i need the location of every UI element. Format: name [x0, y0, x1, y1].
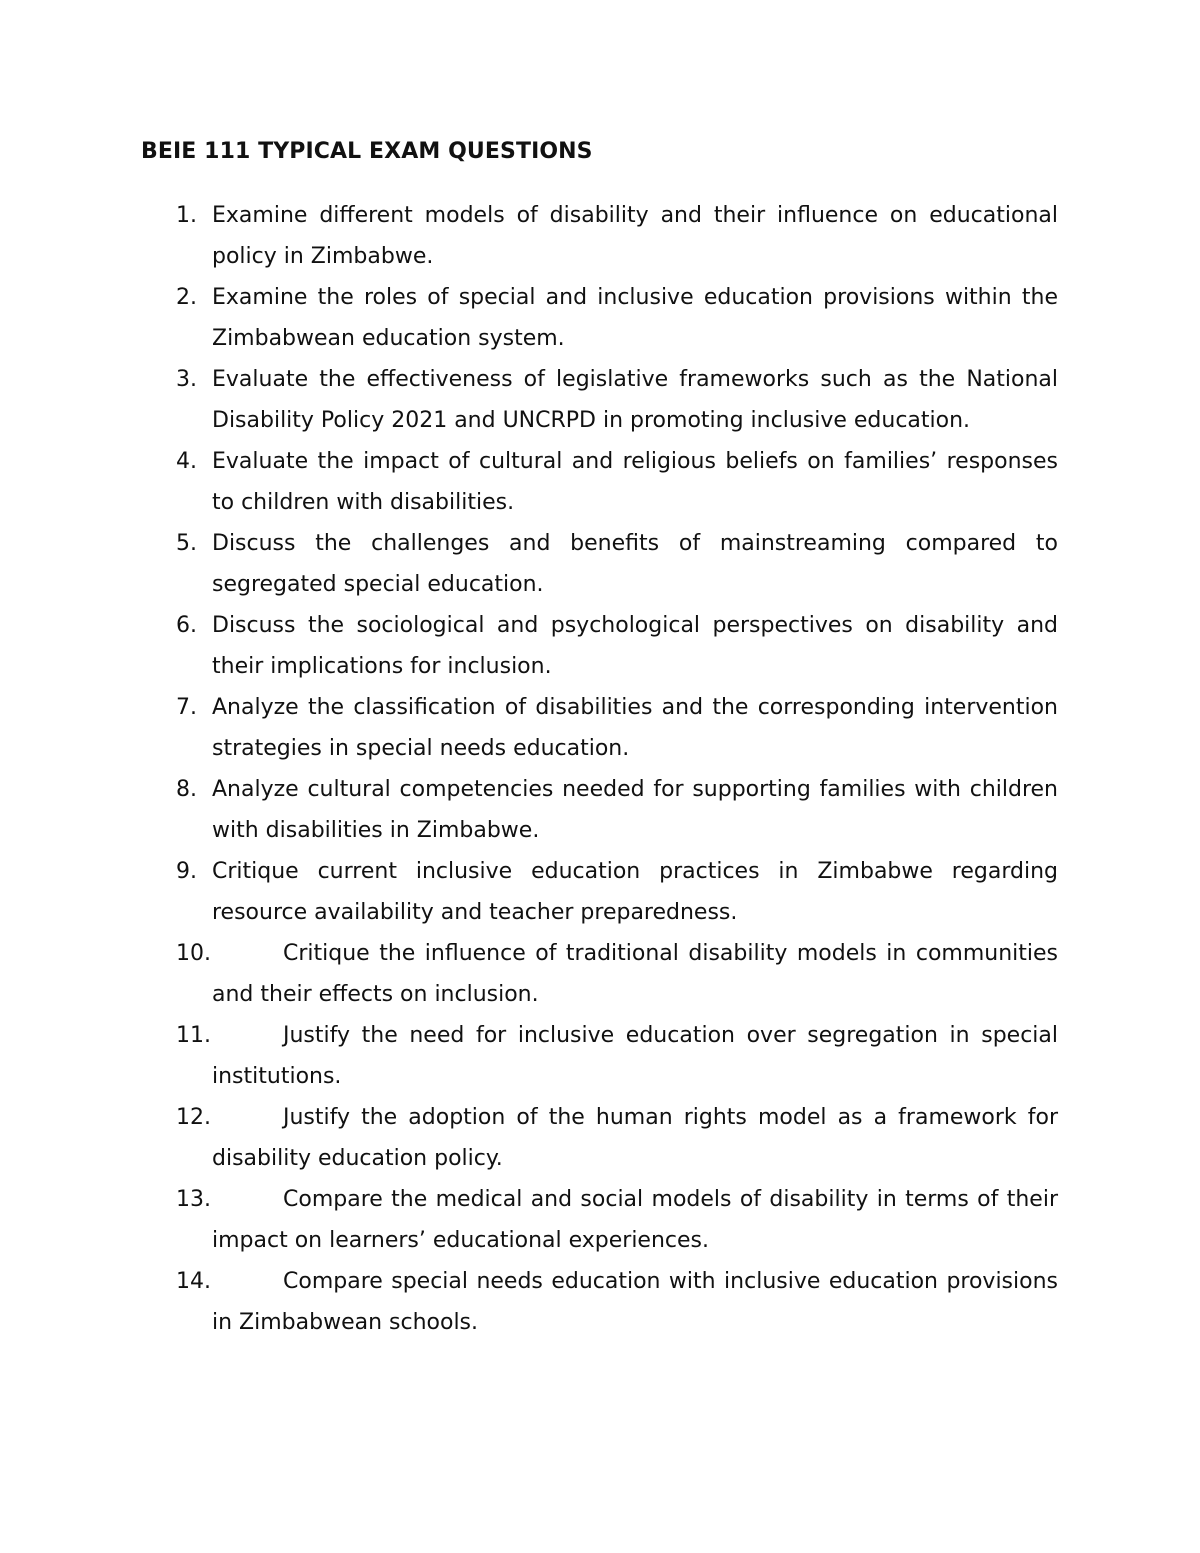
question-item-14: [0, 1261, 1200, 1343]
question-list: [0, 195, 1200, 1343]
question-text: Evaluate the effectiveness of legislative frameworks such as the National Disability Policy 2021 and UNCRPD in promoting inclusive education.: [212, 367, 1058, 433]
question-text: Discuss the sociological and psychological perspectives on disability and their implications for inclusion.: [212, 613, 1058, 679]
question-text: Discuss the challenges and benefits of mainstreaming compared to segregated special education.: [212, 531, 1058, 597]
question-number: 1.: [176, 203, 197, 228]
question-text: Examine the roles of special and inclusive education provisions within the Zimbabwean education system.: [212, 285, 1058, 351]
question-item-2: [0, 277, 1200, 359]
question-item-7: [0, 687, 1200, 769]
question-text: Compare special needs education with inclusive education provisions in Zimbabwean schools.: [212, 1269, 1058, 1335]
question-item-10: [0, 933, 1200, 1015]
question-item-8: [0, 769, 1200, 851]
question-item-9: [0, 851, 1200, 933]
document-title: BEIE 111 TYPICAL EXAM QUESTIONS: [141, 139, 593, 164]
question-item-1: [0, 195, 1200, 277]
question-number: 4.: [176, 449, 197, 474]
question-text: Analyze the classification of disabilities and the corresponding intervention strategies in special needs education.: [212, 695, 1058, 761]
question-item-11: [0, 1015, 1200, 1097]
question-number: 14.: [176, 1269, 211, 1294]
question-item-3: [0, 359, 1200, 441]
question-number: 3.: [176, 367, 197, 392]
question-text: Justify the need for inclusive education over segregation in special institutions.: [212, 1023, 1058, 1089]
question-number: 5.: [176, 531, 197, 556]
question-number: 11.: [176, 1023, 211, 1048]
question-text: Analyze cultural competencies needed for supporting families with children with disabilities in Zimbabwe.: [212, 777, 1058, 843]
question-item-6: [0, 605, 1200, 687]
question-text: Justify the adoption of the human rights model as a framework for disability education policy.: [212, 1105, 1058, 1171]
question-number: 12.: [176, 1105, 211, 1130]
question-item-13: [0, 1179, 1200, 1261]
question-number: 6.: [176, 613, 197, 638]
question-number: 7.: [176, 695, 197, 720]
question-item-5: [0, 523, 1200, 605]
question-number: 10.: [176, 941, 211, 966]
question-number: 8.: [176, 777, 197, 802]
question-text: Examine different models of disability and their influence on educational policy in Zimbabwe.: [212, 203, 1058, 269]
question-text: Critique the influence of traditional disability models in communities and their effects on inclusion.: [212, 941, 1058, 1007]
question-item-4: [0, 441, 1200, 523]
question-number: 13.: [176, 1187, 211, 1212]
question-text: Critique current inclusive education practices in Zimbabwe regarding resource availability and teacher preparedness.: [212, 859, 1058, 925]
question-number: 2.: [176, 285, 197, 310]
question-text: Compare the medical and social models of disability in terms of their impact on learners’ educational experiences.: [212, 1187, 1058, 1253]
question-number: 9.: [176, 859, 197, 884]
question-item-12: [0, 1097, 1200, 1179]
question-text: Evaluate the impact of cultural and religious beliefs on families’ responses to children with disabilities.: [212, 449, 1058, 515]
